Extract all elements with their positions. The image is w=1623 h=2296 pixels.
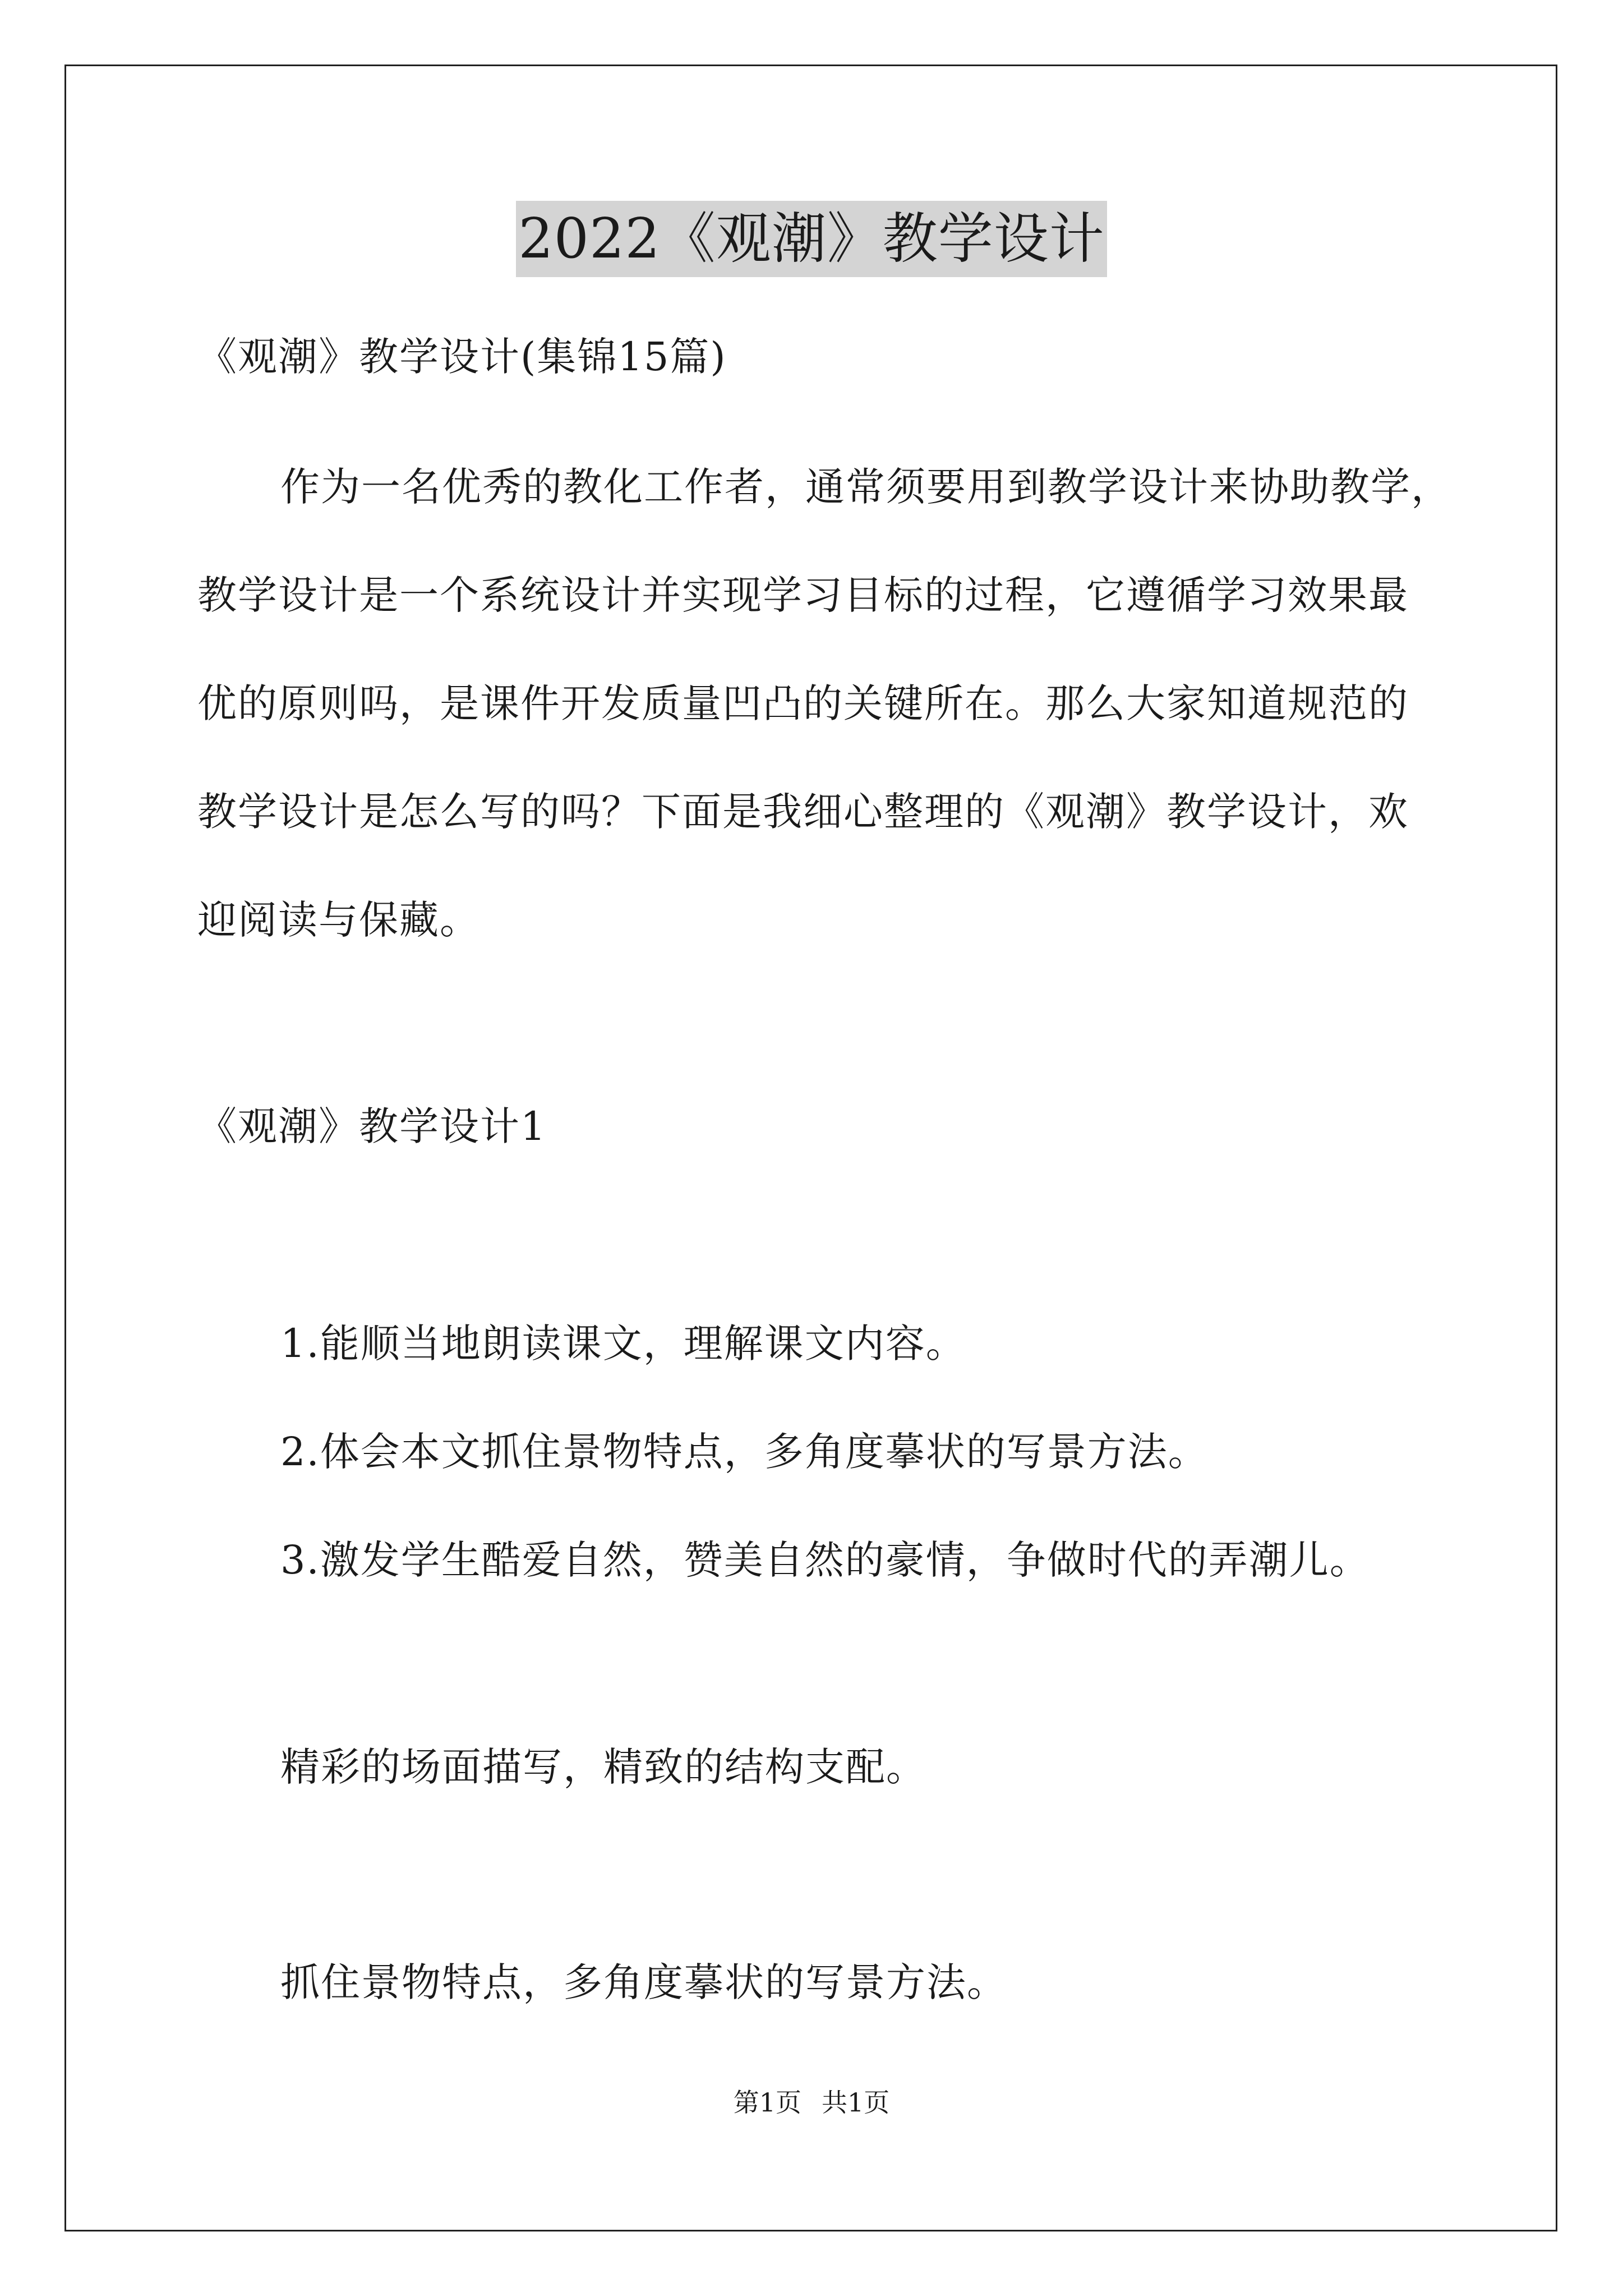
page-number-current: 第1页 bbox=[733, 2087, 801, 2118]
intro-line-5: 迎阅读与保藏。 bbox=[197, 897, 480, 943]
page-footer bbox=[0, 2086, 1623, 2119]
goal-item-2: 2.体会本文抓住景物特点，多角度摹状的写景方法。 bbox=[280, 1429, 1209, 1475]
goal-item-3: 3.激发学生酷爱自然，赞美自然的豪情，争做时代的弄潮儿。 bbox=[280, 1537, 1370, 1583]
document-title-wrap bbox=[0, 201, 1623, 277]
document-subtitle: 《观潮》教学设计(集锦15篇) bbox=[197, 334, 727, 380]
intro-line-3: 优的原则吗，是课件开发质量凹凸的关键所在。那么大家知道规范的 bbox=[197, 680, 1409, 726]
page-number-total: 共1页 bbox=[822, 2087, 890, 2118]
key-point-text: 精彩的场面描写，精致的结构支配。 bbox=[280, 1744, 926, 1790]
section-heading: 《观潮》教学设计1 bbox=[197, 1103, 547, 1149]
intro-line-2: 教学设计是一个系统设计并实现学习目标的过程，它遵循学习效果最 bbox=[197, 572, 1409, 618]
goal-item-1: 1.能顺当地朗读课文，理解课文内容。 bbox=[280, 1320, 966, 1366]
intro-line-1: 作为一名优秀的教化工作者，通常须要用到教学设计来协助教学， bbox=[280, 464, 1451, 510]
document-title: 2022《观潮》教学设计 bbox=[516, 201, 1106, 277]
difficult-point-text: 抓住景物特点，多角度摹状的写景方法。 bbox=[280, 1959, 1007, 2005]
intro-line-4: 教学设计是怎么写的吗？下面是我细心整理的《观潮》教学设计，欢 bbox=[197, 789, 1409, 835]
